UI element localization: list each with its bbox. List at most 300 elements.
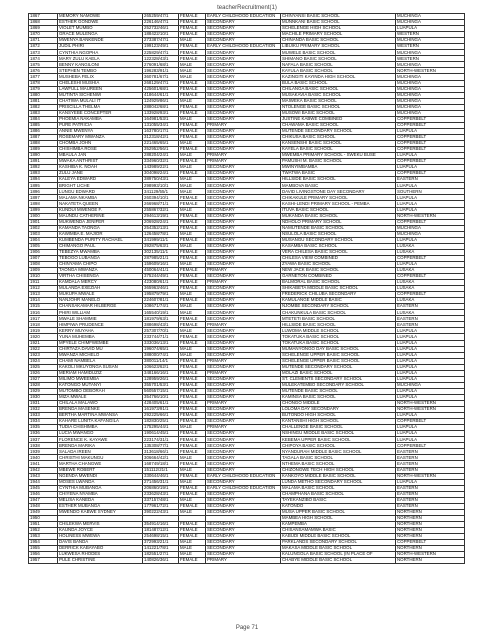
page-header: teacherRecruitment(1) bbox=[217, 5, 277, 11]
name-cell: GRACE MULENGA bbox=[58, 32, 143, 38]
name-cell: MILIMO MWEEMBA bbox=[58, 376, 143, 382]
nrc-cell: 423080/61/1 bbox=[143, 280, 179, 286]
row-number-cell: 1868 bbox=[29, 20, 58, 26]
row-number-cell: 1917 bbox=[29, 316, 58, 322]
name-cell: MWAKA ANTHRIST bbox=[58, 159, 143, 165]
name-cell: HIMPIWA PRUDENCE bbox=[58, 322, 143, 328]
row-number-cell: 1949 bbox=[29, 509, 58, 515]
province-cell: LUAPULA bbox=[396, 128, 465, 134]
nrc-cell: 306664/42/1 bbox=[143, 455, 179, 461]
gender-cell: FEMALE bbox=[179, 370, 206, 376]
qualification-cell: SECONDARY bbox=[206, 165, 281, 171]
gender-cell: FEMALE bbox=[179, 376, 206, 382]
gender-cell: FEMALE bbox=[179, 92, 206, 98]
nrc-cell: 133928/93/1 bbox=[143, 110, 179, 116]
gender-cell: FEMALE bbox=[179, 485, 206, 491]
name-cell: MIZA MWALE bbox=[58, 394, 143, 400]
nrc-cell: 333036/13/1 bbox=[143, 340, 179, 346]
qualification-cell: SECONDARY bbox=[206, 540, 281, 546]
name-cell: PRISCILLA THELMA bbox=[58, 104, 143, 110]
qualification-cell: SECONDARY bbox=[206, 147, 281, 153]
school-cell: SCHELENGE UPPER BASIC SCHOOL bbox=[281, 352, 396, 358]
nrc-cell: 254698/15/1 bbox=[143, 534, 179, 540]
name-cell: PURE PATRICIA bbox=[58, 122, 143, 128]
row-number-cell: 1934 bbox=[29, 419, 58, 425]
row-number-cell: 1952 bbox=[29, 527, 58, 533]
name-cell: ESTHER MUBANGA bbox=[58, 503, 143, 509]
gender-cell: MALE bbox=[179, 546, 206, 552]
name-cell: ANNIE MWENYA bbox=[58, 128, 143, 134]
row-number-cell: 1956 bbox=[29, 552, 58, 558]
gender-cell: FEMALE bbox=[179, 249, 206, 255]
row-number-cell: 1870 bbox=[29, 32, 58, 38]
gender-cell: MALE bbox=[179, 467, 206, 473]
nrc-cell: 392875/63/1 bbox=[143, 243, 179, 249]
qualification-cell: SECONDARY bbox=[206, 183, 281, 189]
row-number-cell: 1882 bbox=[29, 104, 58, 110]
nrc-cell: 233744/71/1 bbox=[143, 334, 179, 340]
name-cell: CHISHIMBA ROSE bbox=[58, 147, 143, 153]
school-cell: ITUVA BASIC SCHOOL bbox=[281, 207, 396, 213]
gender-cell: MALE bbox=[179, 189, 206, 195]
row-number-cell: 1898 bbox=[29, 201, 58, 207]
school-cell: MUWELE BASIC SCHOOL bbox=[281, 50, 396, 56]
row-number-cell: 1945 bbox=[29, 485, 58, 491]
name-cell: MBAULA JAN bbox=[58, 153, 143, 159]
row-number-cell: 1893 bbox=[29, 171, 58, 177]
nrc-cell: 140826/36/1 bbox=[143, 558, 179, 564]
name-cell: CHANSAKAMAR HILBERGE bbox=[58, 304, 143, 310]
school-cell: KABUDI MIDDLE BASIC SCHOOL bbox=[281, 534, 396, 540]
qualification-cell: SECONDARY bbox=[206, 497, 281, 503]
row-number-cell: 1887 bbox=[29, 134, 58, 140]
row-number-cell: 1896 bbox=[29, 189, 58, 195]
row-number-cell: 1939 bbox=[29, 449, 58, 455]
gender-cell: MALE bbox=[179, 552, 206, 558]
name-cell: MBEWE ROBERT bbox=[58, 467, 143, 473]
school-cell: TAGALA BASIC SCHOOL bbox=[281, 455, 396, 461]
nrc-cell: 122328/43/1 bbox=[143, 56, 179, 62]
name-cell: BRENDA MARIKA bbox=[58, 443, 143, 449]
gender-cell: MALE bbox=[179, 479, 206, 485]
table-row bbox=[29, 473, 465, 479]
gender-cell: FEMALE bbox=[179, 20, 206, 26]
nrc-cell: 224607/81/1 bbox=[143, 298, 179, 304]
row-number-cell: 1957 bbox=[29, 558, 58, 564]
school-cell: CHABYE MIDDLE BASIC SCHOOL bbox=[281, 558, 396, 564]
province-cell: NORTH-WESTERN bbox=[396, 552, 465, 558]
qualification-cell: SECONDARY bbox=[206, 243, 281, 249]
school-cell: NAMUTENDE BASIC SCHOOL bbox=[281, 225, 396, 231]
row-number-cell: 1910 bbox=[29, 274, 58, 280]
province-cell: COPPERBELT bbox=[396, 140, 465, 146]
school-cell: CHIKAKULE PRIMARY SCHOOL bbox=[281, 195, 396, 201]
province-cell: MUCHINGA bbox=[396, 62, 465, 68]
qualification-cell: PRIMARY bbox=[206, 370, 281, 376]
row-number-cell: 1905 bbox=[29, 243, 58, 249]
province-cell: LUSAKA bbox=[396, 267, 465, 273]
nrc-cell: 223174/31/1 bbox=[143, 437, 179, 443]
province-cell: COPPERBELT bbox=[396, 274, 465, 280]
qualification-cell: SECONDARY bbox=[206, 104, 281, 110]
nrc-cell: 304098/24/1 bbox=[143, 171, 179, 177]
gender-cell: FEMALE bbox=[179, 159, 206, 165]
nrc-cell: 196074/65/1 bbox=[143, 346, 179, 352]
name-cell: CHIYENA NYAMBA bbox=[58, 491, 143, 497]
qualification-cell: PRIMARY bbox=[206, 558, 281, 564]
name-cell: KUMBENDA PURITY RACHAEL bbox=[58, 237, 143, 243]
qualification-cell: SECONDARY bbox=[206, 225, 281, 231]
nrc-cell: 181487/12/1 bbox=[143, 527, 179, 533]
province-cell: NORTH-WESTERN bbox=[396, 68, 465, 74]
nrc-cell: 268129/47/1 bbox=[143, 80, 179, 86]
gender-cell: MALE bbox=[179, 116, 206, 122]
nrc-cell: 181979/63/1 bbox=[143, 316, 179, 322]
name-cell: CHIRTAZA DAVID MU bbox=[58, 346, 143, 352]
name-cell: MAUNDU CATHERINE bbox=[58, 213, 143, 219]
school-cell: NAFALA BASIC SCHOOL bbox=[281, 62, 396, 68]
qualification-cell: SECONDARY bbox=[206, 140, 281, 146]
school-cell: MUKANDA BASIC SCHOOL bbox=[281, 213, 396, 219]
qualification-cell: SECONDARY bbox=[206, 310, 281, 316]
gender-cell: FEMALE bbox=[179, 382, 206, 388]
school-cell: HILLSIDE BASIC SCHOOL bbox=[281, 322, 396, 328]
row-number-cell: 1953 bbox=[29, 534, 58, 540]
province-cell: LUSAKA bbox=[396, 310, 465, 316]
school-cell: MWEMBA PRIMARY SCHOOL - SWEKU BUSE bbox=[281, 153, 396, 159]
nrc-cell: 206860/19/1 bbox=[143, 485, 179, 491]
gender-cell: MALE bbox=[179, 425, 206, 431]
nrc-cell: 159609/16/1 bbox=[143, 261, 179, 267]
row-number-cell: 1885 bbox=[29, 122, 58, 128]
gender-cell: MALE bbox=[179, 304, 206, 310]
name-cell: BRIGHT LICHE bbox=[58, 183, 143, 189]
school-cell: FREDERICK CHILUBA SECONDARY bbox=[281, 292, 396, 298]
row-number-cell: 1879 bbox=[29, 86, 58, 92]
row-number-cell: 1926 bbox=[29, 370, 58, 376]
qualification-cell: PRIMARY bbox=[206, 280, 281, 286]
nrc-cell: 108671/74/1 bbox=[143, 304, 179, 310]
school-cell: CHISANSAMAMWA BASIC bbox=[281, 527, 396, 533]
name-cell: CHATIWA MULALI IT bbox=[58, 98, 143, 104]
province-cell: WESTERN bbox=[396, 56, 465, 62]
school-cell: MUTENDE SECONDARY SCHOOL bbox=[281, 364, 396, 370]
row-number-cell: 1936 bbox=[29, 431, 58, 437]
row-number-cell: 1904 bbox=[29, 237, 58, 243]
name-cell: ESTHER GONDWE bbox=[58, 20, 143, 26]
gender-cell: FEMALE bbox=[179, 134, 206, 140]
gender-cell: FEMALE bbox=[179, 225, 206, 231]
name-cell: MARY ZULU KAELA bbox=[58, 56, 143, 62]
row-number-cell: 1871 bbox=[29, 38, 58, 44]
nrc-cell: 164981/53/1 bbox=[143, 116, 179, 122]
row-number-cell: 1901 bbox=[29, 219, 58, 225]
gender-cell: FEMALE bbox=[179, 407, 206, 413]
province-cell: LUSAKA bbox=[396, 249, 465, 255]
qualification-cell: SECONDARY bbox=[206, 449, 281, 455]
name-cell: MERIAM HAMIDUZIZ bbox=[58, 370, 143, 376]
qualification-cell: PRIMARY bbox=[206, 159, 281, 165]
province-cell: LUAPULA bbox=[396, 370, 465, 376]
province-cell: MUCHINGA bbox=[396, 50, 465, 56]
name-cell: KERRY MUYAHA bbox=[58, 328, 143, 334]
qualification-cell: SECONDARY bbox=[206, 364, 281, 370]
gender-cell: FEMALE bbox=[179, 128, 206, 134]
school-cell: KALUNGOLA BASIC SCHOOL (IN PLACE OF bbox=[281, 552, 396, 558]
nrc-cell: 294613/19/1 bbox=[143, 213, 179, 219]
gender-cell: MALE bbox=[179, 540, 206, 546]
province-cell: COPPERBELT bbox=[396, 116, 465, 122]
gender-cell: FEMALE bbox=[179, 322, 206, 328]
name-cell: TEBOGO LUBANGA bbox=[58, 255, 143, 261]
nrc-cell: 450064/41/1 bbox=[143, 267, 179, 273]
school-cell: PARKLANDS SECONDARY SCHOOL bbox=[281, 540, 396, 546]
row-number-cell: 1875 bbox=[29, 62, 58, 68]
school-cell: KASHI-LENDI PRIMARY SCHOOL - PEMBA bbox=[281, 201, 396, 207]
name-cell: NAKATETA QUEEN bbox=[58, 201, 143, 207]
school-cell: CHINYANSI BASIC SCHOOL bbox=[281, 14, 396, 20]
name-cell: CYNTHIA MUBANGA bbox=[58, 485, 143, 491]
name-cell: CHOMBA JOHN bbox=[58, 140, 143, 146]
school-cell: CHALLENGE BASIC SCHOOL bbox=[281, 425, 396, 431]
gender-cell: FEMALE bbox=[179, 110, 206, 116]
name-cell: LAWFULL MAUREEN bbox=[58, 86, 143, 92]
nrc-cell: 124929/86/1 bbox=[143, 98, 179, 104]
row-number-cell: 1892 bbox=[29, 165, 58, 171]
row-number-cell: 1880 bbox=[29, 92, 58, 98]
province-cell: MUCHINGA bbox=[396, 86, 465, 92]
school-cell: MUTENDE BASIC SCHOOL bbox=[281, 388, 396, 394]
province-cell: EASTERN bbox=[396, 316, 465, 322]
row-number-cell: 1894 bbox=[29, 177, 58, 183]
row-number-cell: 1895 bbox=[29, 183, 58, 189]
school-cell: KANSENSHI BASIC SCHOOL bbox=[281, 140, 396, 146]
qualification-cell: SECONDARY bbox=[206, 503, 281, 509]
qualification-cell: SECONDARY bbox=[206, 134, 281, 140]
province-cell: LUAPULA bbox=[396, 431, 465, 437]
row-number-cell: 1907 bbox=[29, 255, 58, 261]
nrc-cell: 141221/78/1 bbox=[143, 546, 179, 552]
qualification-cell: PRIMARY bbox=[206, 358, 281, 364]
row-number-cell: 1947 bbox=[29, 497, 58, 503]
gender-cell: MALE bbox=[179, 231, 206, 237]
nrc-cell: 418644/61/1 bbox=[143, 92, 179, 98]
school-cell: LIBUIKU PRIMARY SCHOOL bbox=[281, 44, 396, 50]
qualification-cell: SECONDARY bbox=[206, 231, 281, 237]
name-cell: HOLINESS MWEWA bbox=[58, 534, 143, 540]
name-cell: CHILEKWA MERVIS bbox=[58, 521, 143, 527]
province-cell: EASTERN bbox=[396, 322, 465, 328]
name-cell: STEPHEN TEMBO bbox=[58, 68, 143, 74]
school-cell: ZYAWA BASIC SCHOOL bbox=[281, 261, 396, 267]
gender-cell: FEMALE bbox=[179, 56, 206, 62]
school-cell: MACHILE PRIMARY SCHOOL bbox=[281, 32, 396, 38]
gender-cell: FEMALE bbox=[179, 255, 206, 261]
name-cell: ZULU JANE bbox=[58, 171, 143, 177]
province-cell: COPPERBELT bbox=[396, 147, 465, 153]
qualification-cell: SECONDARY bbox=[206, 413, 281, 419]
row-number-cell: 1935 bbox=[29, 425, 58, 431]
qualification-cell: SECONDARY bbox=[206, 461, 281, 467]
nrc-cell: 151112/21/1 bbox=[143, 467, 179, 473]
name-cell: CHAMI NAMBELA bbox=[58, 358, 143, 364]
province-cell: LUAPULA bbox=[396, 165, 465, 171]
school-cell: PAMUSHI M. BASIC SCHOOL bbox=[281, 159, 396, 165]
nrc-cell: 355701/53/1 bbox=[143, 382, 179, 388]
gender-cell: FEMALE bbox=[179, 521, 206, 527]
school-cell: MTETETI BASIC SCHOOL bbox=[281, 316, 396, 322]
school-cell: TOKATUKA BASIC SCHOOL bbox=[281, 340, 396, 346]
name-cell: KAMDALA MERCY bbox=[58, 280, 143, 286]
school-cell: GARNETON COMBINED bbox=[281, 274, 396, 280]
province-cell: MUCHINGA bbox=[396, 225, 465, 231]
page-footer: Page 71 bbox=[235, 625, 259, 631]
qualification-cell: SECONDARY bbox=[206, 98, 281, 104]
gender-cell: FEMALE bbox=[179, 334, 206, 340]
province-cell: LUAPULA bbox=[396, 334, 465, 340]
nrc-cell: 257307/70/1 bbox=[143, 328, 179, 334]
nrc-cell: 341999/11/1 bbox=[143, 237, 179, 243]
gender-cell: FEMALE bbox=[179, 298, 206, 304]
name-cell: KATONGO MUTANYI bbox=[58, 382, 143, 388]
school-cell: MUMANYONGO DAY BASIC SCHOOL bbox=[281, 346, 396, 352]
row-number-cell: 1889 bbox=[29, 147, 58, 153]
row-number-cell: 1890 bbox=[29, 153, 58, 159]
nrc-cell: 177961/72/1 bbox=[143, 503, 179, 509]
recruitment-table bbox=[28, 13, 465, 564]
qualification-cell: SECONDARY bbox=[206, 189, 281, 195]
name-cell: MUTINTA SICHENWI bbox=[58, 92, 143, 98]
nrc-cell: 312318/42/1 bbox=[143, 134, 179, 140]
gender-cell: MALE bbox=[179, 62, 206, 68]
nrc-cell: 165540/19/1 bbox=[143, 310, 179, 316]
row-number-cell: 1946 bbox=[29, 491, 58, 497]
province-cell: COPPERBELT bbox=[396, 540, 465, 546]
school-cell: KAYULA BASIC SCHOOL bbox=[281, 68, 396, 74]
gender-cell: MALE bbox=[179, 455, 206, 461]
gender-cell: FEMALE bbox=[179, 473, 206, 479]
gender-cell: FEMALE bbox=[179, 340, 206, 346]
name-cell: MARTHA CHANGWE bbox=[58, 461, 143, 467]
nrc-cell: 276091/68/1 bbox=[143, 62, 179, 68]
name-cell: VIRTHA CHISENGA bbox=[58, 274, 143, 280]
table-row bbox=[29, 14, 465, 20]
province-cell: LUAPULA bbox=[396, 195, 465, 201]
province-cell: EASTERN bbox=[396, 467, 465, 473]
name-cell: JUDIL PHIRI bbox=[58, 44, 143, 50]
nrc-cell: 135308/77/1 bbox=[143, 443, 179, 449]
province-cell: WESTERN bbox=[396, 32, 465, 38]
school-cell: BULA BASIC SCHOOL bbox=[281, 80, 396, 86]
province-cell: COPPERBELT bbox=[396, 443, 465, 449]
school-cell: NEW JACK BASIC SCHOOL bbox=[281, 267, 396, 273]
nrc-cell: 266968/71/1 bbox=[143, 201, 179, 207]
name-cell: MWENYA BANKENDE bbox=[58, 38, 143, 44]
nrc-cell: 188422/10/1 bbox=[143, 32, 179, 38]
gender-cell: FEMALE bbox=[179, 80, 206, 86]
qualification-cell: SECONDARY bbox=[206, 298, 281, 304]
row-number-cell: 1903 bbox=[29, 231, 58, 237]
gender-cell: FEMALE bbox=[179, 86, 206, 92]
province-cell: LUAPULA bbox=[396, 413, 465, 419]
school-cell: NTOLENGE BASIC SCHOOL bbox=[281, 104, 396, 110]
province-cell: LUAPULA bbox=[396, 183, 465, 189]
gender-cell: MALE bbox=[179, 292, 206, 298]
qualification-cell: SECONDARY bbox=[206, 352, 281, 358]
name-cell: CHINYAMA CHIPO bbox=[58, 261, 143, 267]
qualification-cell: SECONDARY bbox=[206, 201, 281, 207]
qualification-cell: SECONDARY bbox=[206, 328, 281, 334]
qualification-cell: SECONDARY bbox=[206, 443, 281, 449]
name-cell: MUSHEBA FELIX bbox=[58, 74, 143, 80]
province-cell: EASTERN bbox=[396, 491, 465, 497]
school-cell: KASAMBA BASIC SCHOOL bbox=[281, 243, 396, 249]
gender-cell: MALE bbox=[179, 328, 206, 334]
qualification-cell: SECONDARY bbox=[206, 388, 281, 394]
province-cell: SOUTHERN bbox=[396, 189, 465, 195]
nrc-cell: 131055/34/1 bbox=[143, 122, 179, 128]
province-cell: NORTHERN bbox=[396, 527, 465, 533]
province-cell: LUAPULA bbox=[396, 437, 465, 443]
row-number-cell: 1928 bbox=[29, 382, 58, 388]
school-cell: CHINANDA BASIC SCHOOL bbox=[281, 38, 396, 44]
school-cell: KAMPEMBA bbox=[281, 521, 396, 527]
qualification-cell: SECONDARY bbox=[206, 26, 281, 32]
qualification-cell: SECONDARY bbox=[206, 394, 281, 400]
school-cell: KEBEMA UPPER BASIC SCHOOL bbox=[281, 437, 396, 443]
gender-cell: FEMALE bbox=[179, 50, 206, 56]
name-cell: MULANDA EXEZIAH bbox=[58, 286, 143, 292]
name-cell: KAUNDA JOYCE bbox=[58, 527, 143, 533]
gender-cell: FEMALE bbox=[179, 44, 206, 50]
row-number-cell: 1937 bbox=[29, 437, 58, 443]
province-cell: NORTH-WESTERN bbox=[396, 407, 465, 413]
gender-cell: FEMALE bbox=[179, 431, 206, 437]
qualification-cell: SECONDARY bbox=[206, 316, 281, 322]
school-cell: CHONGO MIDDLE bbox=[281, 401, 396, 407]
province-cell: MUCHINGA bbox=[396, 92, 465, 98]
qualification-cell: PRIMARY bbox=[206, 401, 281, 407]
gender-cell: FEMALE bbox=[179, 316, 206, 322]
nrc-cell: 226146/47/1 bbox=[143, 20, 179, 26]
name-cell: KASHIBA K. NOAH bbox=[58, 165, 143, 171]
qualification-cell: SECONDARY bbox=[206, 346, 281, 352]
nrc-cell: 273387/47/1 bbox=[143, 38, 179, 44]
qualification-cell: SECONDARY bbox=[206, 467, 281, 473]
row-number-cell: 1913 bbox=[29, 292, 58, 298]
province-cell: LUAPULA bbox=[396, 26, 465, 32]
nrc-cell: 360781/67/1 bbox=[143, 74, 179, 80]
nrc-cell: 106623/62/1 bbox=[143, 364, 179, 370]
row-number-cell: 1943 bbox=[29, 473, 58, 479]
qualification-cell: EARLY CHILDHOOD EDUCATION bbox=[206, 485, 281, 491]
school-cell: KANTANSHI HIGH SCHOOL bbox=[281, 419, 396, 425]
name-cell: KAMANDA TAONGA bbox=[58, 225, 143, 231]
province-cell: MUCHINGA bbox=[396, 110, 465, 116]
nrc-cell: 221465/65/1 bbox=[143, 140, 179, 146]
gender-cell: MALE bbox=[179, 98, 206, 104]
qualification-cell: SECONDARY bbox=[206, 128, 281, 134]
name-cell: BENNY KANGILONI bbox=[58, 62, 143, 68]
province-cell: LUAPULA bbox=[396, 425, 465, 431]
gender-cell: FEMALE bbox=[179, 419, 206, 425]
gender-cell: FEMALE bbox=[179, 394, 206, 400]
row-number-cell: 1878 bbox=[29, 80, 58, 86]
school-cell: CHAMPHANA BASIC SCHOOL bbox=[281, 491, 396, 497]
gender-cell: MALE bbox=[179, 352, 206, 358]
province-cell: NORTHERN bbox=[396, 558, 465, 564]
school-cell: VERA CHILESA BASIC SCHOOL bbox=[281, 249, 396, 255]
